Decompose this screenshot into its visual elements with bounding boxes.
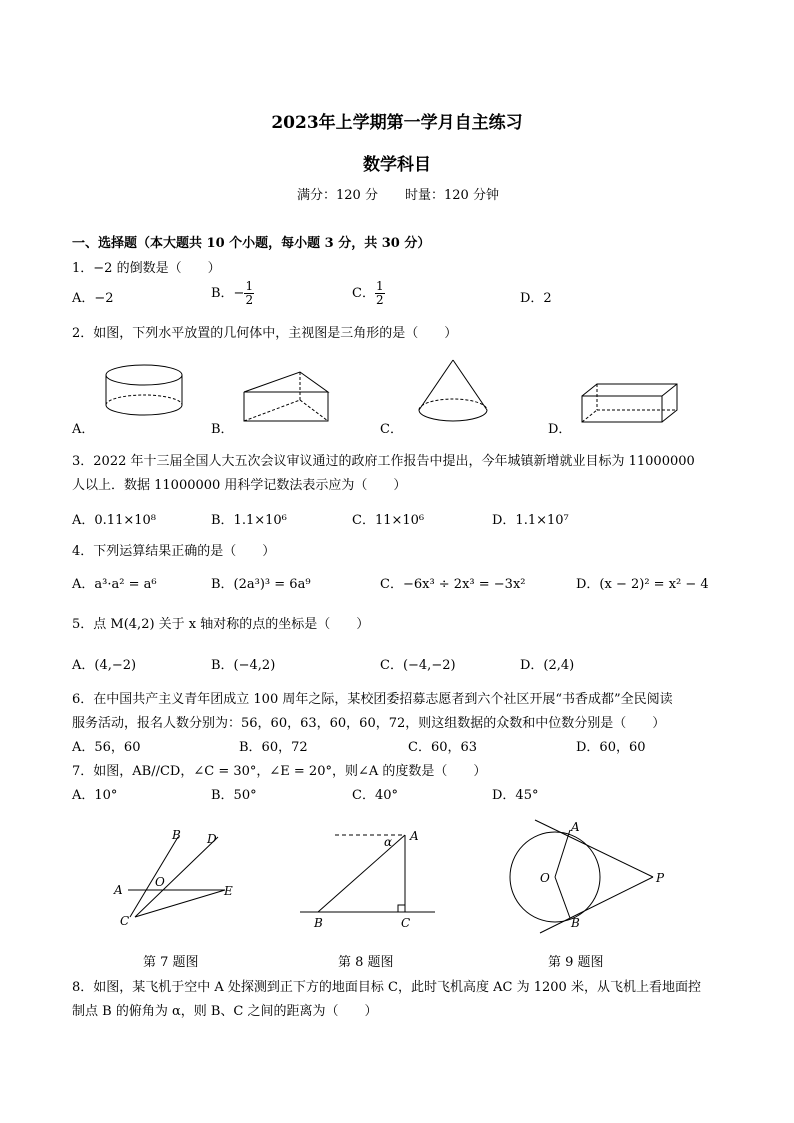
- q4-option-b: B．(2a³)³ = 6a⁹: [211, 577, 311, 592]
- cone-figure: [419, 360, 487, 421]
- q1-option-c-prefix: C．: [352, 286, 375, 301]
- fig8-diagram: [300, 835, 435, 912]
- q1-option-b: [211, 280, 254, 307]
- fig9-label-b: B: [571, 916, 580, 930]
- q6-option-c: C．60，63: [408, 740, 478, 755]
- q6-option-b: B．60，72: [239, 740, 308, 755]
- q7-option-c: C．40°: [352, 788, 398, 803]
- q6-stem-line2: 服务活动，报名人数分别为：56，60，63，60，60，72，则这组数据的众数和中位数分别是（ ）: [72, 716, 666, 731]
- q5-option-c: C．(−4,−2): [380, 658, 456, 673]
- q7-option-b: B．50°: [211, 788, 257, 803]
- q1-c-numerator: 1: [375, 279, 384, 293]
- q1-option-c: [352, 280, 385, 307]
- fig8-label-alpha: α: [384, 835, 393, 849]
- fig7-diagram: [128, 837, 225, 917]
- fig7-label-c: C: [120, 914, 130, 928]
- q5-option-a: A．(4,−2): [72, 658, 137, 673]
- q2-stem: 2．如图，下列水平放置的几何体中，主视图是三角形的是（ ）: [72, 326, 458, 341]
- q3-option-a: A．0.11×10⁸: [72, 513, 156, 528]
- q1-c-denominator: 2: [375, 293, 384, 307]
- fig8-caption: 第 8 题图: [338, 955, 394, 970]
- fig7-label-e: E: [224, 884, 233, 898]
- q6-option-d: D．60，60: [576, 740, 646, 755]
- fig7-label-b: B: [172, 828, 181, 842]
- q7-option-d: D．45°: [492, 788, 539, 803]
- fig7-label-a: A: [114, 883, 123, 897]
- q3-option-c: C．11×10⁶: [352, 513, 425, 528]
- q3-stem-line1: 3．2022 年十三届全国人大五次会议审议通过的政府工作报告中提出，今年城镇新增就业目标为 11000000: [72, 454, 695, 469]
- q5-option-b: B．(−4,2): [211, 658, 276, 673]
- q2-option-a: A．: [72, 422, 95, 437]
- q1-stem: 1．−2 的倒数是（ ）: [72, 261, 221, 276]
- fig9-diagram: [510, 820, 653, 933]
- q7-q9-figures: [0, 815, 794, 935]
- q8-stem-line2: 制点 B 的俯角为 α，则 B、C 之间的距离为（ ）: [72, 1004, 378, 1019]
- fig8-label-b: B: [314, 916, 323, 930]
- section-heading: 一、选择题（本大题共 10 个小题，每小题 3 分，共 30 分）: [72, 236, 431, 251]
- q7-stem: 7．如图，AB//CD，∠C = 30°，∠E = 20°，则∠A 的度数是（ ）: [72, 764, 487, 779]
- q1-option-c-fraction: [375, 280, 385, 307]
- time-limit: 时量：120 分钟: [405, 188, 499, 203]
- q1-option-b-prefix: B．−: [211, 286, 245, 301]
- full-score: 满分：120 分: [297, 188, 378, 203]
- q2-option-d: D．: [548, 422, 572, 437]
- fig7-label-d: D: [207, 832, 217, 846]
- fig7-label-o: O: [155, 875, 165, 889]
- fig9-label-o: O: [540, 871, 550, 885]
- q1-option-a: A．−2: [72, 291, 114, 306]
- q6-option-a: A．56，60: [72, 740, 141, 755]
- q3-option-b: B．1.1×10⁶: [211, 513, 287, 528]
- q8-stem-line1: 8．如图，某飞机于空中 A 处探测到正下方的地面目标 C，此时飞机高度 AC 为 1200 米，从飞机上看地面控: [72, 980, 701, 995]
- cuboid-figure: [582, 384, 677, 422]
- q5-option-d: D．(2,4): [520, 658, 575, 673]
- q2-option-c: C．: [380, 422, 403, 437]
- fig8-label-a: A: [410, 829, 419, 843]
- q1-b-denominator: 2: [245, 293, 254, 307]
- q7-option-a: A．10°: [72, 788, 118, 803]
- q4-option-a: A．a³·a² = a⁶: [72, 577, 157, 592]
- q6-stem-line1: 6．在中国共产主义青年团成立 100 周年之际，某校团委招募志愿者到六个社区开展“书香成都”全民阅读: [72, 692, 673, 707]
- q1-b-numerator: 1: [245, 279, 254, 293]
- fig9-caption: 第 9 题图: [548, 955, 604, 970]
- q3-option-d: D．1.1×10⁷: [492, 513, 569, 528]
- triangular-prism-figure: [244, 372, 328, 421]
- q5-stem: 5．点 M(4,2) 关于 x 轴对称的点的坐标是（ ）: [72, 617, 370, 632]
- fig9-label-a: A: [571, 820, 580, 834]
- fig9-label-p: P: [656, 871, 665, 885]
- cylinder-figure: [106, 365, 182, 415]
- q4-stem: 4．下列运算结果正确的是（ ）: [72, 544, 276, 559]
- q1-option-b-fraction: [244, 280, 254, 307]
- subject-title: 数学科目: [363, 155, 431, 175]
- exam-title: 2023年上学期第一学月自主练习: [271, 113, 523, 133]
- fig8-label-c: C: [401, 916, 411, 930]
- q3-stem-line2: 人以上．数据 11000000 用科学记数法表示应为（ ）: [72, 478, 407, 493]
- q1-option-d: D．2: [520, 291, 552, 306]
- q4-option-c: C．−6x³ ÷ 2x³ = −3x²: [380, 577, 526, 592]
- q4-option-d: D．(x − 2)² = x² − 4: [576, 577, 709, 592]
- fig7-caption: 第 7 题图: [143, 955, 199, 970]
- q2-option-b: B．: [211, 422, 234, 437]
